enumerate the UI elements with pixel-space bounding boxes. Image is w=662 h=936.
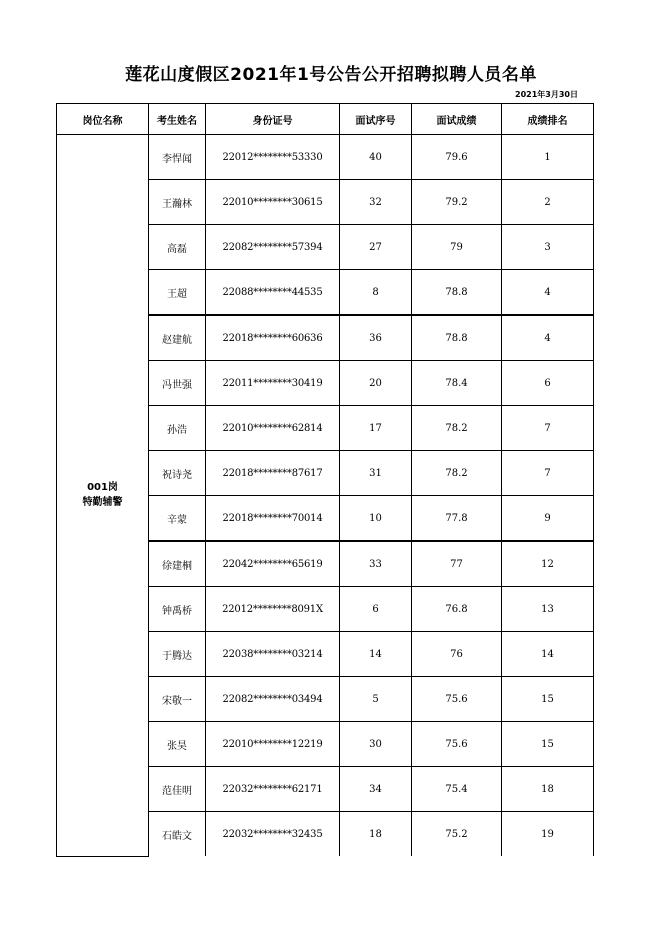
score-rank: 7 <box>502 406 594 451</box>
document-date: 2021年3月30日 <box>515 90 578 99</box>
candidate-name: 张昊 <box>149 722 206 767</box>
header-interview-score: 面试成绩 <box>412 104 502 135</box>
interview-number: 33 <box>340 541 412 587</box>
interview-score: 78.4 <box>412 361 502 406</box>
candidate-name: 钟禹桥 <box>149 587 206 632</box>
interview-number: 20 <box>340 361 412 406</box>
interview-number: 5 <box>340 677 412 722</box>
score-rank: 3 <box>502 225 594 270</box>
header-interview-no: 面试序号 <box>340 104 412 135</box>
position-code: 001岗 <box>87 482 118 494</box>
score-rank: 9 <box>502 496 594 542</box>
table-row <box>57 135 594 180</box>
candidate-id: 22010********62814 <box>206 406 340 451</box>
candidate-name: 李悍闻 <box>149 135 206 180</box>
candidate-name: 徐建桐 <box>149 541 206 587</box>
candidate-name: 王超 <box>149 270 206 316</box>
interview-score: 75.6 <box>412 722 502 767</box>
candidate-name: 王瀚林 <box>149 180 206 225</box>
interview-number: 40 <box>340 135 412 180</box>
header-rank: 成绩排名 <box>502 104 594 135</box>
interview-score: 76 <box>412 632 502 677</box>
interview-score: 78.8 <box>412 270 502 316</box>
interview-number: 30 <box>340 722 412 767</box>
candidate-name: 宋敬一 <box>149 677 206 722</box>
candidate-id: 22082********03494 <box>206 677 340 722</box>
interview-score: 78.8 <box>412 315 502 361</box>
candidate-id: 22012********53330 <box>206 135 340 180</box>
candidate-id: 22038********03214 <box>206 632 340 677</box>
interview-score: 78.2 <box>412 451 502 496</box>
header-id: 身份证号 <box>206 104 340 135</box>
interview-score: 75.2 <box>412 812 502 857</box>
score-rank: 1 <box>502 135 594 180</box>
candidate-name: 石皓文 <box>149 812 206 857</box>
candidate-id: 22010********30615 <box>206 180 340 225</box>
interview-score: 79.2 <box>412 180 502 225</box>
interview-number: 32 <box>340 180 412 225</box>
interview-score: 75.6 <box>412 677 502 722</box>
score-rank: 12 <box>502 541 594 587</box>
candidate-name: 于腾达 <box>149 632 206 677</box>
interview-score: 79 <box>412 225 502 270</box>
interview-number: 18 <box>340 812 412 857</box>
interview-number: 10 <box>340 496 412 542</box>
interview-score: 79.6 <box>412 135 502 180</box>
score-rank: 15 <box>502 677 594 722</box>
interview-score: 76.8 <box>412 587 502 632</box>
table-header-row <box>57 104 594 135</box>
score-rank: 6 <box>502 361 594 406</box>
candidate-id: 22011********30419 <box>206 361 340 406</box>
score-rank: 15 <box>502 722 594 767</box>
interview-score: 77.8 <box>412 496 502 542</box>
candidate-name: 辛蒙 <box>149 496 206 542</box>
score-rank: 7 <box>502 451 594 496</box>
score-rank: 2 <box>502 180 594 225</box>
score-rank: 4 <box>502 315 594 361</box>
interview-number: 27 <box>340 225 412 270</box>
interview-number: 34 <box>340 767 412 812</box>
page-title: 莲花山度假区2021年1号公告公开招聘拟聘人员名单 <box>125 65 537 85</box>
candidate-name: 孙浩 <box>149 406 206 451</box>
interview-score: 78.2 <box>412 406 502 451</box>
candidate-id: 22082********57394 <box>206 225 340 270</box>
candidate-id: 22018********87617 <box>206 451 340 496</box>
position-name: 特勤辅警 <box>82 497 123 509</box>
interview-score: 75.4 <box>412 767 502 812</box>
candidate-id: 22088********44535 <box>206 270 340 316</box>
candidate-name: 高磊 <box>149 225 206 270</box>
interview-number: 17 <box>340 406 412 451</box>
candidate-name: 范佳明 <box>149 767 206 812</box>
candidate-id: 22010********12219 <box>206 722 340 767</box>
score-rank: 19 <box>502 812 594 857</box>
interview-number: 6 <box>340 587 412 632</box>
interview-score: 77 <box>412 541 502 587</box>
candidate-id: 22012********8091X <box>206 587 340 632</box>
score-rank: 14 <box>502 632 594 677</box>
interview-number: 14 <box>340 632 412 677</box>
candidate-id: 22018********70014 <box>206 496 340 542</box>
candidate-name: 祝诗尧 <box>149 451 206 496</box>
interview-number: 36 <box>340 315 412 361</box>
candidate-name: 赵建航 <box>149 315 206 361</box>
header-position: 岗位名称 <box>57 104 149 135</box>
candidate-name: 冯世强 <box>149 361 206 406</box>
candidate-id: 22042********65619 <box>206 541 340 587</box>
candidate-id: 22032********62171 <box>206 767 340 812</box>
candidate-table <box>56 103 594 857</box>
interview-number: 8 <box>340 270 412 316</box>
score-rank: 13 <box>502 587 594 632</box>
position-cell <box>57 135 149 857</box>
interview-number: 31 <box>340 451 412 496</box>
header-name: 考生姓名 <box>149 104 206 135</box>
score-rank: 4 <box>502 270 594 316</box>
score-rank: 18 <box>502 767 594 812</box>
candidate-id: 22018********60636 <box>206 315 340 361</box>
candidate-id: 22032********32435 <box>206 812 340 857</box>
